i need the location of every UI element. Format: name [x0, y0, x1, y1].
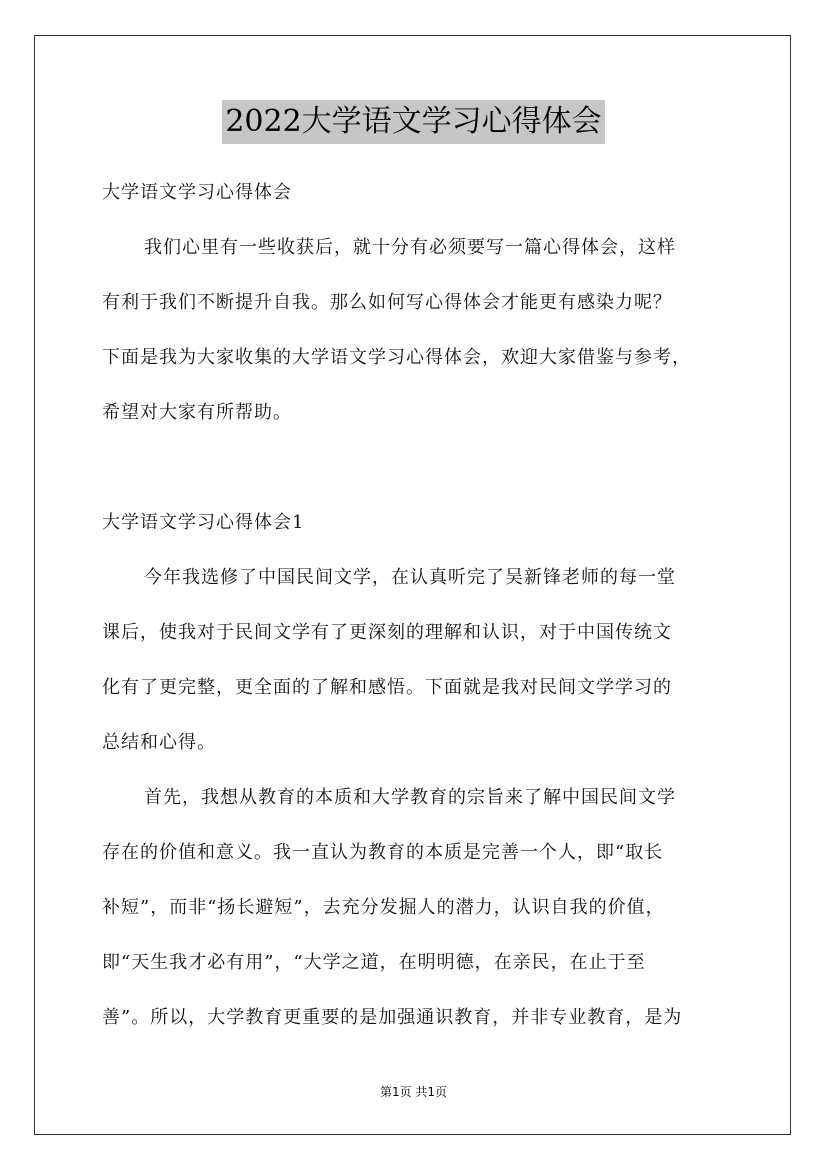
- paragraph-line: 善”。所以，大学教育更重要的是加强通识教育，并非专业教育，是为: [102, 1007, 683, 1028]
- paragraph-line: 首先，我想从教育的本质和大学教育的宗旨来了解中国民间文学: [144, 787, 676, 808]
- section-heading: 大学语文学习心得体会1: [102, 512, 305, 533]
- intro-line: 下面是我为大家收集的大学语文学习心得体会，欢迎大家借鉴与参考，: [102, 347, 691, 368]
- paragraph-line: 课后，使我对于民间文学有了更深刻的理解和认识，对于中国传统文: [102, 622, 672, 643]
- paragraph-line: 总结和心得。: [102, 732, 216, 753]
- page-footer: 第1页 共1页: [379, 1085, 448, 1099]
- document-title: 2022大学语文学习心得体会: [222, 100, 604, 144]
- paragraph-line: 今年我选修了中国民间文学，在认真听完了吴新锋老师的每一堂: [144, 567, 676, 588]
- title-wrap: [0, 100, 827, 144]
- subtitle: 大学语文学习心得体会: [102, 182, 292, 203]
- paragraph-line: 存在的价值和意义。我一直认为教育的本质是完善一个人，即“取长: [102, 842, 664, 863]
- paragraph-line: 补短”，而非“扬长避短”，去充分发掘人的潜力，认识自我的价值，: [102, 897, 665, 918]
- document-body: [102, 170, 730, 1050]
- paragraph-line: 化有了更完整，更全面的了解和感悟。下面就是我对民间文学学习的: [102, 677, 672, 698]
- intro-line: 希望对大家有所帮助。: [102, 402, 292, 423]
- paragraph-line: 即“天生我才必有用”，“大学之道，在明明德，在亲民，在止于至: [102, 952, 646, 973]
- spacer: [102, 445, 730, 500]
- intro-line: 有利于我们不断提升自我。那么如何写心得体会才能更有感染力呢？: [102, 292, 672, 313]
- intro-line: 我们心里有一些收获后，就十分有必须要写一篇心得体会，这样: [144, 237, 676, 258]
